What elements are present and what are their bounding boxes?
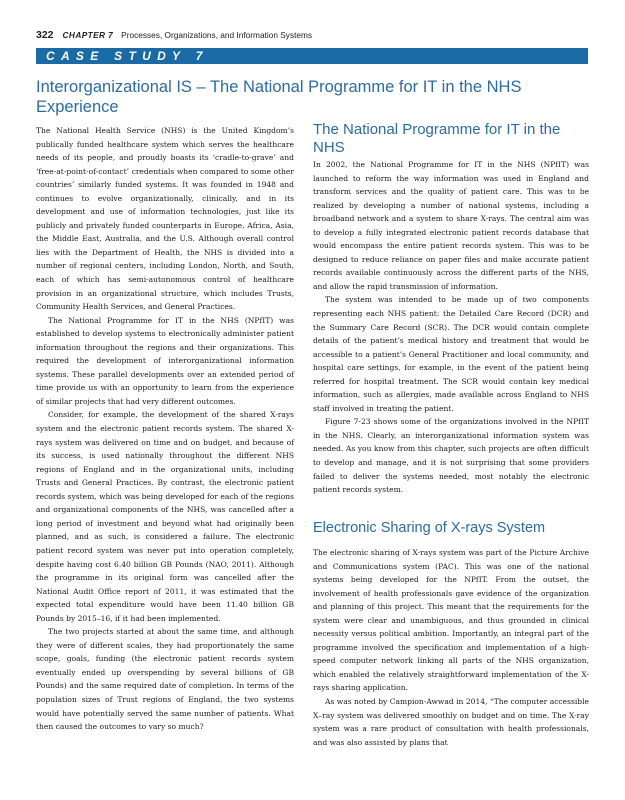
body-paragraph: The National Programme for IT in the NHS (NPfIT) was established to develop systems to electronically administer patient information throughout the regions and their organizations. This required the development of interorganizational information systems. These parallel developments over an extended period of time provide us with an opportunity to learn from the experience of similar projects that had very different outcomes. [36, 315, 294, 406]
body-paragraph: The electronic sharing of X-rays system was part of the Picture Archive and Communications system (PAC). This was one of the national systems being developed for the NPfIT. From the outset, the involvement of health professionals gave evidence of the organization and planning of this project. This meant that the requirements for the system were clear and unambiguous, and thus grounded in clinical necessity versus political ambition. Importantly, an integral part of the programme involved the specification and implementation of a high-speed computer network linking all parts of the NHS organization, which enabled the relatively straightforward implementation of the X-rays sharing application. [313, 548, 589, 693]
body-paragraph: Figure 7-23 shows some of the organizations involved in the NPfIT in the NHS. Clearly, an interorganizational information system was needed. As you know from this chapter, such projects are often difficult to develop and manage, and it is not surprising that some providers failed to deliver the systems needed, most notably the electronic patient records system. [313, 417, 589, 495]
case-title: Interorganizational IS – The National Programme for IT in the NHS Experience [36, 78, 522, 116]
chapter-title: Processes, Organizations, and Information Systems [121, 30, 313, 40]
right-column-section2 [313, 546, 589, 749]
body-paragraph: Consider, for example, the development of the shared X-rays system and the electronic patient records system. The shared X-rays system was delivered on time and on budget, and because of its success, is used nationally throughout the different NHS regions of England and in the organizational units, including Trusts and General Practices. By contrast, the electronic patient records system, which was being developed for each of the regions and organizational components of the NHS, was cancelled after a long period of investment and beyond what had originally been planned, and as such, is considered a failure. The electronic patient record system was never put into operation completely, despite having cost 6.40 billion GB Pounds (NAO, 2011). Although the programme in its original form was cancelled after the National Audit Office report of 2011, it was estimated that the expected total expenditure would have been 11.40 billion GB Pounds by 2015–16, if it had been implemented. [36, 410, 294, 623]
body-paragraph: As was noted by Campion-Awwad in 2014, “The computer accessible X–ray system was delivered smoothly on budget and on time. The X-ray system was a rare product of consultation with health professionals, and was also assisted by plans that [313, 697, 589, 747]
section-heading-npfit: The National Programme for IT in the NHS [313, 121, 561, 156]
body-paragraph: The two projects started at about the same time, and although they were of different scales, they had proportionately the same scope, goals, funding (the electronic patient records system eventually ended up overspending by several billions of GB Pounds) and the same required date of completion. In terms of the population sizes of Trust regions of England, the two systems would have potentially served the same number of patients. What then caused the outcomes to vary so much? [36, 627, 294, 732]
chapter-label: CHAPTER 7 [62, 30, 114, 40]
body-paragraph: The National Health Service (NHS) is the United Kingdom’s publically funded healthcare system which serves the healthcare needs of its people, and proudly boasts its ‘cradle-to-grave’ and ‘free-at-point-of-contact’ credentials when compared to some other countries’ similarly funded systems. It was founded in 1948 and continues to evolve organizationally, clinically, and in its development and use of information technologies, just like its publicly and privately funded counterparts in Europe, Africa, Asia, the Middle East, Australia, and the U.S. Although overall control lies with the Department of Health, the NHS is divided into a number of regional centers, including London, North, and South, each of which has semi-autonomous control of healthcare provision in an organizational structure, which includes Trusts, Community Health Services, and General Practices. [36, 126, 294, 312]
section-heading-xrays: Electronic Sharing of X-rays System [313, 520, 546, 536]
body-paragraph: In 2002, the National Programme for IT in the NHS (NPfIT) was launched to reform the way information was used in England and transform services and the quality of patient care. This was to be realized by developing a number of national systems, including a broadband network and a system to share X-rays. The central aim was to develop a fully integrated electronic patient records database that would encompass the entire patient records system. This was to be designed to reduce reliance on paper files and make accurate patient records available continuously across the different parts of the NHS, and allow the rapid transmission of information. [313, 160, 589, 291]
body-paragraph: The system was intended to be made up of two components representing each NHS patient: the Detailed Care Record (DCR) and the Summary Care Record (SCR). The DCR would contain complete details of the patient’s medical history and treatment that would be accessible to a patient’s General Practitioner and local community, and hospital care settings, for example, in the event of the patient being referred for hospital treatment. The SCR would contain key medical information, such as allergies, made available across England to NHS staff involved in treating the patient. [313, 295, 589, 413]
left-column [36, 124, 294, 734]
running-header [36, 29, 312, 43]
right-column-section1 [313, 158, 589, 497]
page-number: 322 [36, 29, 54, 41]
case-study-banner: CASE STUDY 7 [36, 48, 588, 64]
